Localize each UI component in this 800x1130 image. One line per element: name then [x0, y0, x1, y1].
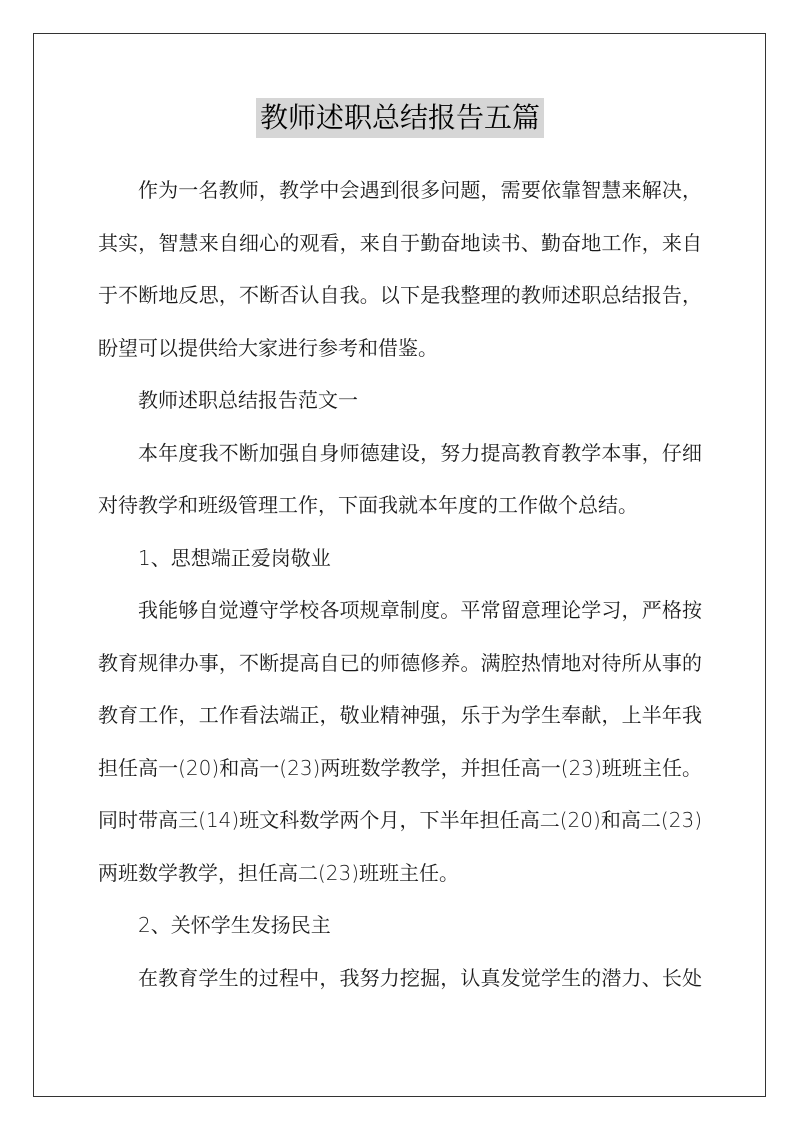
section-heading: 教师述职总结报告范文一: [138, 388, 358, 412]
title-container: [0, 98, 800, 138]
paragraph-line: 盼望可以提供给大家进行参考和借鉴。: [98, 335, 438, 360]
document-body: [98, 164, 702, 1004]
paragraph-line: 同时带高三(14)班文科数学两个月，下半年担任高二(20)和高二(23): [98, 808, 702, 832]
paragraph-line: 我能够自觉遵守学校各项规章制度。平常留意理论学习，严格按: [138, 598, 702, 622]
paragraph-line: 担任高一(20)和高一(23)两班数学教学，并担任高一(23)班班主任。: [98, 755, 702, 780]
paragraph-line: 本年度我不断加强自身师德建设，努力提高教育教学本事，仔细: [138, 440, 702, 465]
paragraph-line: 于不断地反思，不断否认自我。以下是我整理的教师述职总结报告，: [98, 283, 702, 307]
paragraph-line: 作为一名教师，教学中会遇到很多问题，需要依靠智慧来解决，: [138, 178, 702, 202]
paragraph-line: 两班数学教学，担任高二(23)班班主任。: [98, 860, 460, 885]
subsection-heading: 1、思想端正爱岗敬业: [138, 545, 331, 570]
subsection-heading: 2、关怀学生发扬民主: [138, 913, 331, 937]
document-title: 教师述职总结报告五篇: [256, 98, 544, 138]
paragraph-line: 对待教学和班级管理工作，下面我就本年度的工作做个总结。: [98, 493, 638, 517]
paragraph-line: 教育规律办事，不断提高自已的师德修养。满腔热情地对待所从事的: [98, 650, 702, 675]
paragraph-line: 教育工作，工作看法端正，敬业精神强，乐于为学生奉献，上半年我: [98, 703, 702, 727]
paragraph-line: 其实，智慧来自细心的观看，来自于勤奋地读书、勤奋地工作，来自: [98, 230, 702, 255]
paragraph-line: 在教育学生的过程中，我努力挖掘，认真发觉学生的潜力、长处: [138, 965, 702, 990]
